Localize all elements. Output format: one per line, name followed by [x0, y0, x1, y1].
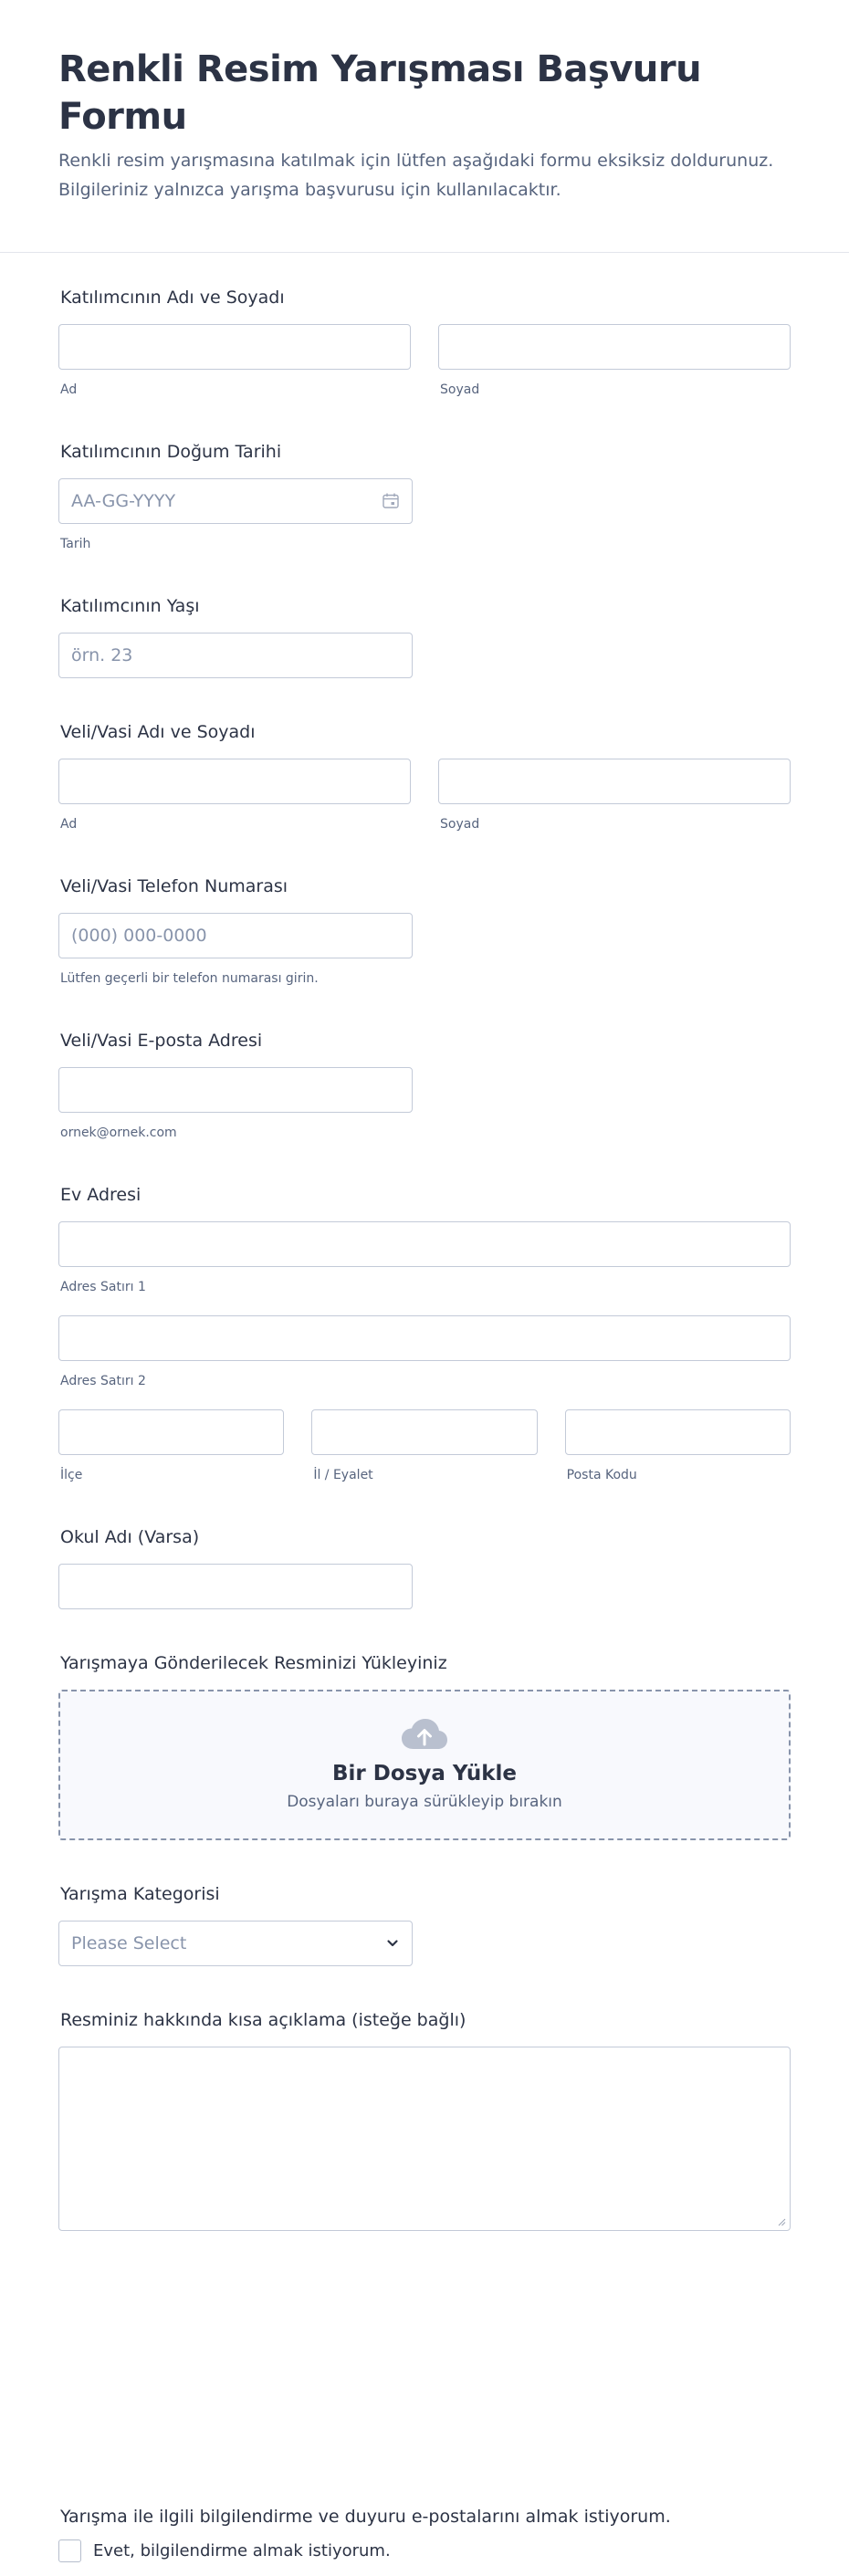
upload-label: Yarışmaya Gönderilecek Resminizi Yükleyiniz [60, 1653, 447, 1673]
form-body [0, 253, 849, 2231]
calendar-icon[interactable] [383, 493, 399, 508]
form-title: Renkli Resim Yarışması Başvuru Formu [58, 48, 702, 138]
participant-name-label: Katılımcının Adı ve Soyadı [60, 288, 285, 308]
form-subtitle: Renkli resim yarışmasına katılmak için lütfen aşağıdaki formu eksiksiz doldurunuz. Bilgileriniz yalnızca yarışma başvurusu için kullanılacaktır. [58, 151, 774, 200]
birth-date-placeholder: AA-GG-YYYY [71, 491, 176, 511]
age-placeholder: örn. 23 [71, 645, 133, 665]
guardian-email-sublabel: ornek@ornek.com [60, 1126, 177, 1140]
address-line2-sublabel: Adres Satırı 2 [60, 1374, 146, 1388]
upload-title: Bir Dosya Yükle [331, 1761, 517, 1785]
age-input[interactable] [58, 633, 413, 678]
description-textarea[interactable] [58, 2047, 791, 2231]
consent-label: Yarışma ile ilgili bilgilendirme ve duyuru e-postalarını almak istiyorum. [60, 2507, 671, 2527]
guardian-name-field [58, 720, 791, 832]
upload-subtitle: Dosyaları buraya sürükleyip bırakın [287, 1792, 562, 1811]
guardian-last-name-sublabel: Soyad [440, 817, 480, 832]
address-province-col [311, 1409, 537, 1483]
age-label: Katılımcının Yaşı [60, 596, 200, 616]
participant-name-field [58, 286, 791, 398]
school-input[interactable] [58, 1564, 413, 1609]
address-city-row [58, 1409, 791, 1483]
guardian-phone-field [58, 874, 791, 987]
file-upload-dropzone[interactable] [58, 1690, 791, 1840]
birth-date-sublabel: Tarih [60, 537, 91, 551]
consent-option-label[interactable]: Evet, bilgilendirme almak istiyorum. [93, 2540, 391, 2560]
address-line1-sublabel: Adres Satırı 1 [60, 1280, 146, 1294]
upload-field [58, 1651, 791, 1840]
school-field [58, 1525, 791, 1609]
guardian-phone-placeholder: (000) 000-0000 [71, 926, 207, 946]
category-field [58, 1882, 791, 1966]
form-header [0, 0, 849, 253]
chevron-down-icon [386, 1937, 399, 1950]
address-district-input[interactable] [58, 1409, 284, 1455]
participant-name-row [58, 324, 791, 398]
category-selected-value: Please Select [71, 1933, 187, 1953]
consent-option-row[interactable] [58, 2539, 798, 2562]
guardian-email-input[interactable] [58, 1067, 413, 1113]
resize-handle-icon[interactable] [777, 2217, 786, 2226]
consent-checkbox[interactable] [58, 2539, 81, 2562]
address-province-sublabel: İl / Eyalet [313, 1468, 373, 1482]
participant-last-name-input[interactable] [438, 324, 791, 370]
description-field [58, 2008, 791, 2231]
guardian-name-label: Veli/Vasi Adı ve Soyadı [60, 722, 256, 742]
birth-date-field [58, 440, 791, 552]
guardian-email-field [58, 1029, 791, 1141]
address-province-input[interactable] [311, 1409, 537, 1455]
participant-first-name-input[interactable] [58, 324, 411, 370]
address-line1-input[interactable] [58, 1221, 791, 1267]
birth-date-input[interactable] [58, 478, 413, 524]
participant-first-name-sublabel: Ad [60, 382, 78, 397]
guardian-name-row [58, 759, 791, 832]
address-postal-sublabel: Posta Kodu [566, 1468, 637, 1482]
age-field [58, 594, 791, 678]
guardian-first-name-col [58, 759, 411, 832]
school-label: Okul Adı (Varsa) [60, 1527, 200, 1547]
guardian-first-name-input[interactable] [58, 759, 411, 804]
address-field [58, 1183, 791, 1483]
address-label: Ev Adresi [60, 1185, 142, 1205]
address-district-sublabel: İlçe [60, 1468, 83, 1482]
participant-last-name-sublabel: Soyad [440, 382, 480, 397]
guardian-phone-label: Veli/Vasi Telefon Numarası [60, 876, 288, 896]
address-line2-input[interactable] [58, 1315, 791, 1361]
category-label: Yarışma Kategorisi [60, 1884, 220, 1904]
address-postal-col [565, 1409, 791, 1483]
category-select[interactable] [58, 1921, 413, 1966]
guardian-phone-input[interactable] [58, 913, 413, 958]
consent-field [58, 2505, 798, 2562]
guardian-last-name-col [438, 759, 791, 832]
participant-last-name-col [438, 324, 791, 398]
birth-date-label: Katılımcının Doğum Tarihi [60, 442, 282, 462]
guardian-email-label: Veli/Vasi E-posta Adresi [60, 1031, 263, 1051]
guardian-last-name-input[interactable] [438, 759, 791, 804]
guardian-phone-sublabel: Lütfen geçerli bir telefon numarası girin. [60, 971, 319, 986]
address-postal-input[interactable] [565, 1409, 791, 1455]
address-district-col [58, 1409, 284, 1483]
participant-first-name-col [58, 324, 411, 398]
description-label: Resminiz hakkında kısa açıklama (isteğe bağlı) [60, 2010, 466, 2030]
cloud-upload-icon [401, 1718, 448, 1751]
guardian-first-name-sublabel: Ad [60, 817, 78, 832]
